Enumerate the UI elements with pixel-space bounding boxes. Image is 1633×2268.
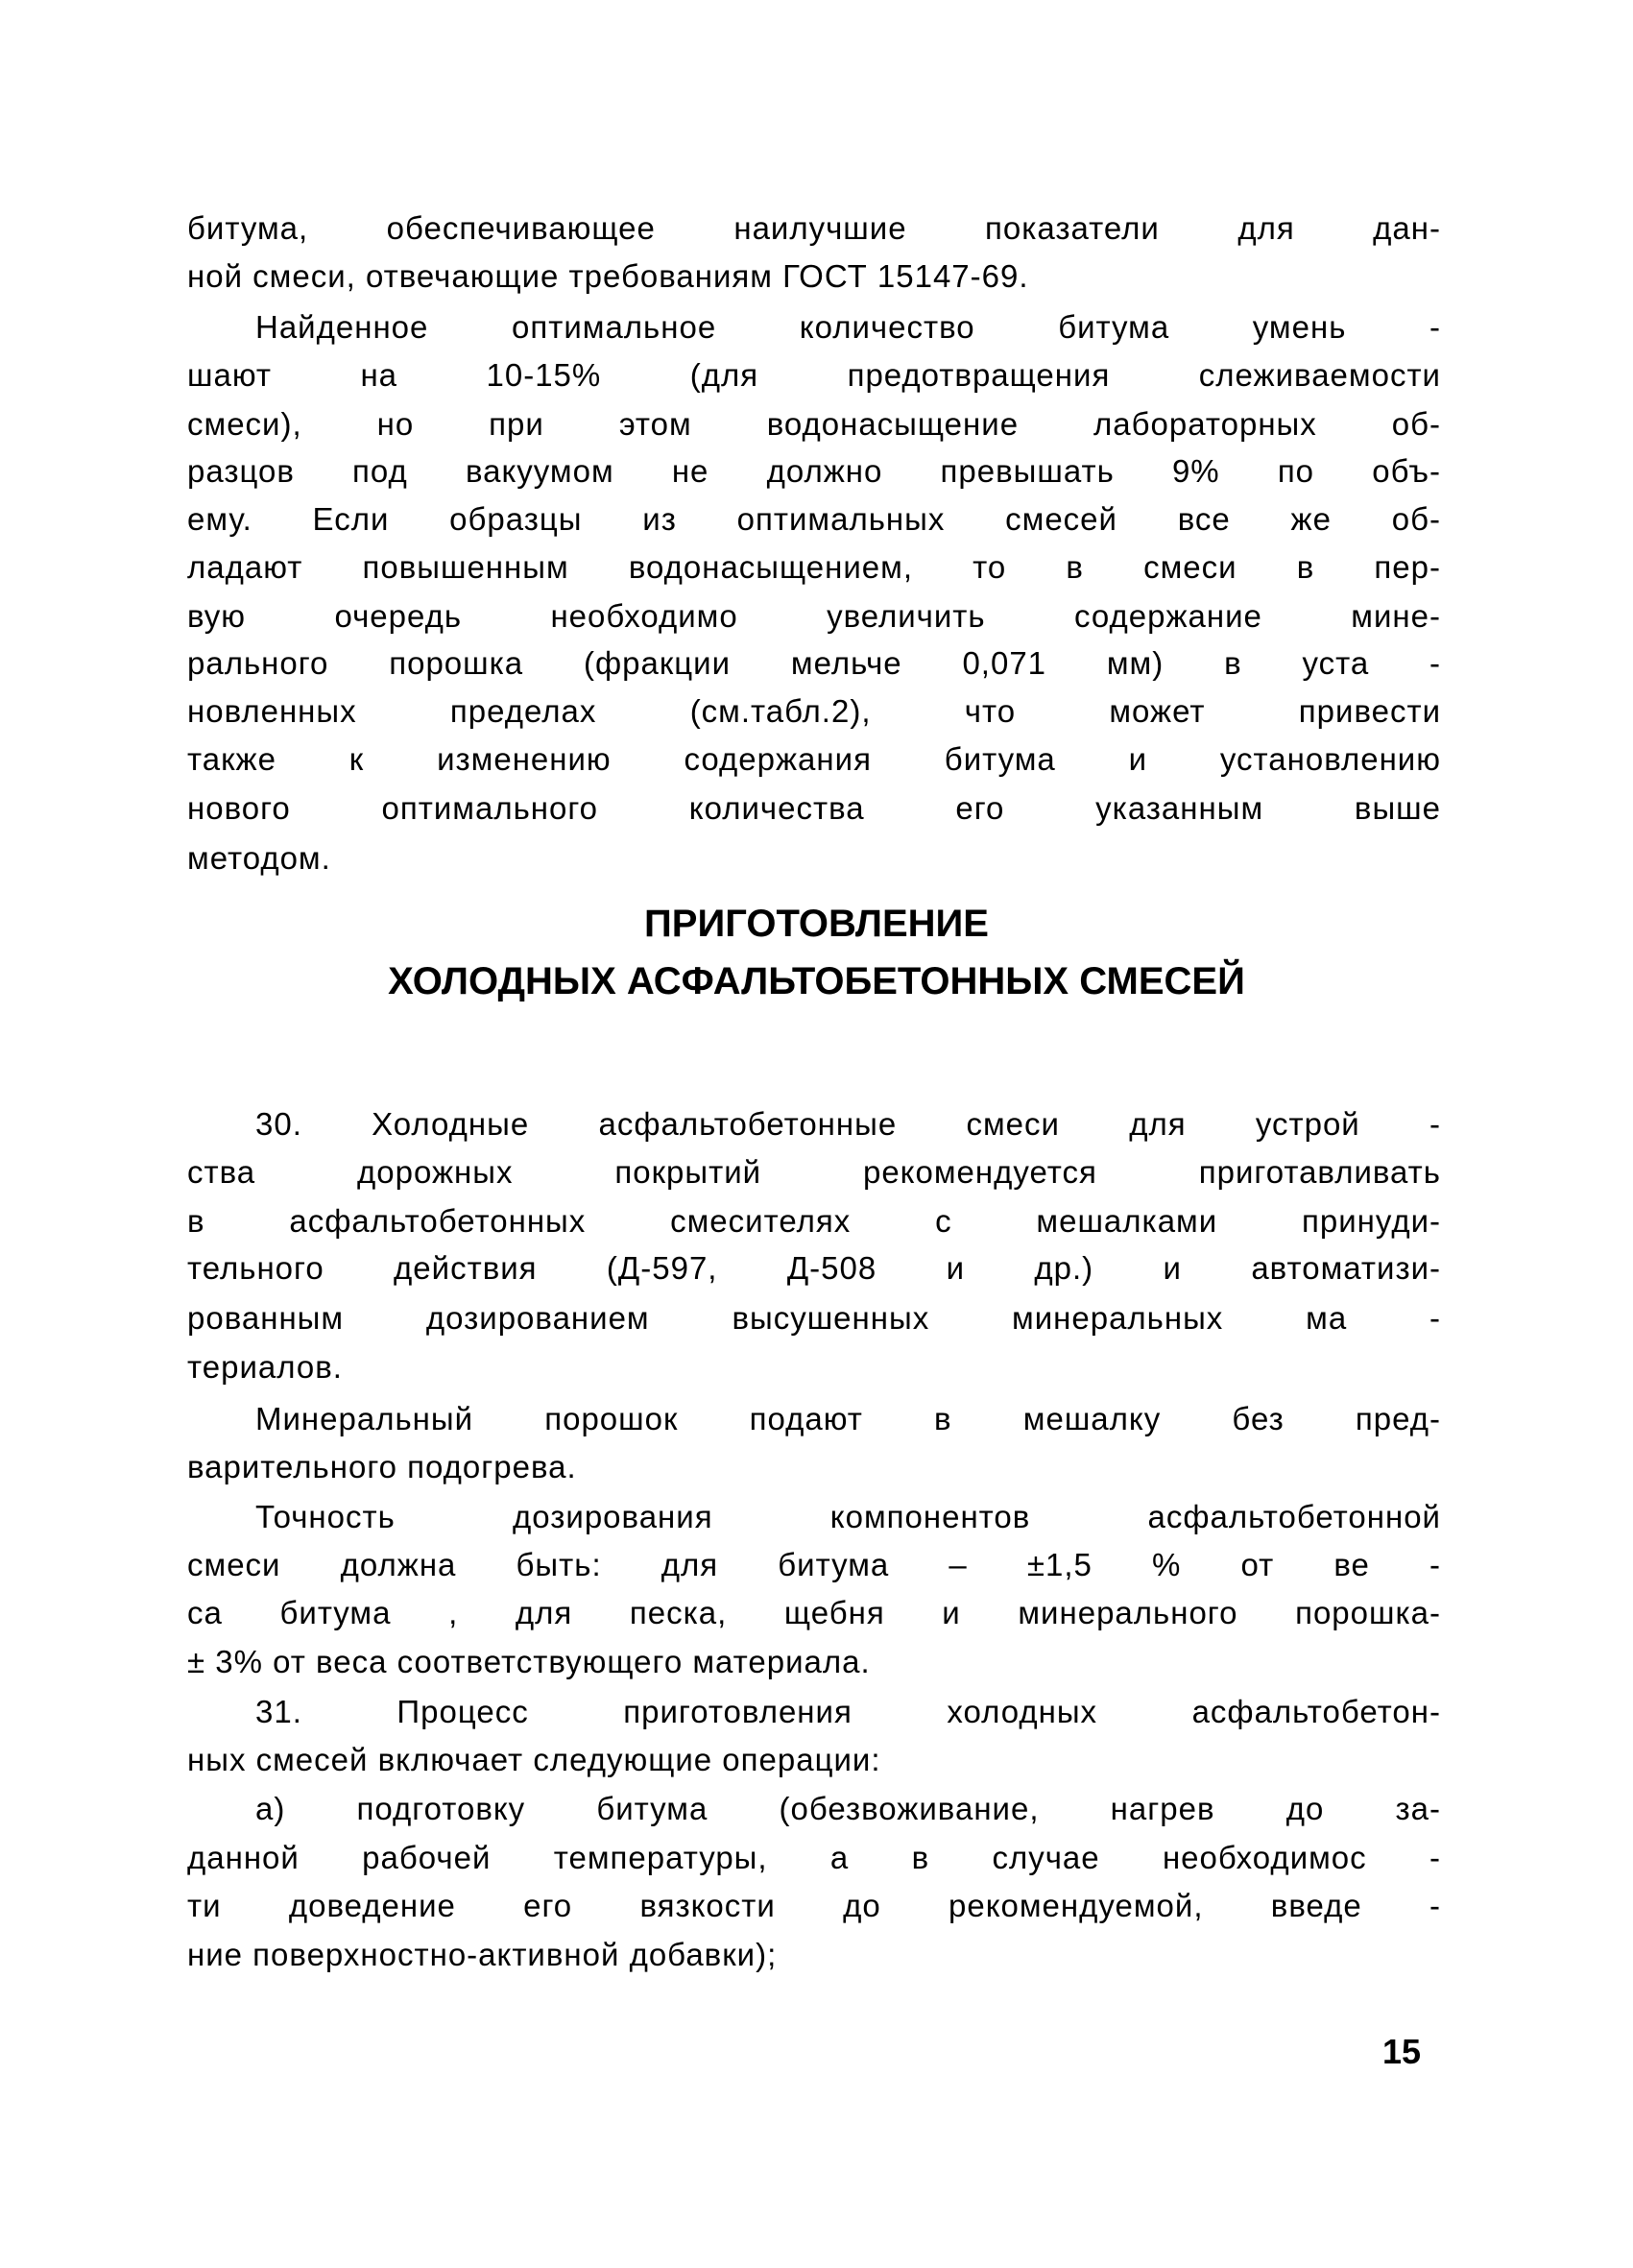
section-heading-line-1: ПРИГОТОВЛЕНИЕ	[644, 903, 989, 945]
paragraph-2-line: методом.	[187, 840, 331, 876]
paragraph-2-line: разцов под вакуумом не должно превышать 9% по объ-	[187, 453, 1441, 489]
paragraph-2-line: также к изменению содержания битума и установлению	[187, 741, 1441, 777]
paragraph-4-line: Минеральный порошок подают в мешалку без пред-	[255, 1401, 1441, 1436]
paragraph-3-line: в асфальтобетонных смесителях с мешалками принуди-	[187, 1203, 1441, 1239]
page-number: 15	[1382, 2032, 1422, 2071]
paragraph-3-line: рованным дозированием высушенных минеральных ма -	[187, 1300, 1441, 1336]
paragraph-2-line: ладают повышенным водонасыщением, то в смеси в пер-	[187, 549, 1441, 585]
paragraph-6-line: ных смесей включает следующие операции:	[187, 1742, 881, 1777]
paragraph-7-line: ние поверхностно-активной добавки);	[187, 1937, 778, 1972]
paragraph-7-line: данной рабочей температуры, а в случае необходимос -	[187, 1840, 1441, 1875]
paragraph-3-line: тельного действия (Д-597, Д-508 и др.) и автоматизи-	[187, 1250, 1441, 1286]
paragraph-5-line: Точность дозирования компонентов асфальтобетонной	[255, 1499, 1441, 1534]
paragraph-2-line: шают на 10-15% (для предотвращения слеживаемости	[187, 357, 1441, 393]
paragraph-1-line: битума, обеспечивающее наилучшие показатели для дан-	[187, 210, 1441, 246]
paragraph-3-line: териалов.	[187, 1349, 343, 1385]
paragraph-3-line: ства дорожных покрытий рекомендуется приготавливать	[187, 1154, 1441, 1190]
paragraph-7-line: ти доведение его вязкости до рекомендуемой, введе -	[187, 1888, 1441, 1923]
paragraph-2-line: новленных пределах (см.табл.2), что может привести	[187, 693, 1441, 729]
paragraph-2-line: смеси), но при этом водонасыщение лабораторных об-	[187, 406, 1441, 442]
paragraph-7-line: а) подготовку битума (обезвоживание, нагрев до за-	[255, 1791, 1441, 1826]
paragraph-2-line: Найденное оптимальное количество битума умень -	[255, 309, 1441, 345]
paragraph-1-line: ной смеси, отвечающие требованиям ГОСТ 15147-69.	[187, 258, 1029, 294]
paragraph-4-line: варительного подогрева.	[187, 1449, 577, 1484]
paragraph-5-line: ± 3% от веса соответствующего материала.	[187, 1644, 871, 1679]
paragraph-2-line: нового оптимального количества его указанным выше	[187, 790, 1441, 826]
paragraph-3-line: 30. Холодные асфальтобетонные смеси для устрой -	[255, 1106, 1441, 1142]
paragraph-5-line: са битума , для песка, щебня и минерального порошка-	[187, 1595, 1441, 1630]
paragraph-2-line: рального порошка (фракции мельче 0,071 мм) в уста -	[187, 645, 1441, 681]
section-heading-line-2: ХОЛОДНЫХ АСФАЛЬТОБЕТОННЫХ СМЕСЕЙ	[388, 960, 1245, 1002]
paragraph-6-line: 31. Процесс приготовления холодных асфальтобетон-	[255, 1694, 1441, 1729]
paragraph-5-line: смеси должна быть: для битума – ±1,5 % от ве -	[187, 1547, 1441, 1582]
paragraph-2-line: ему. Если образцы из оптимальных смесей все же об-	[187, 501, 1441, 537]
paragraph-2-line: вую очередь необходимо увеличить содержание мине-	[187, 598, 1441, 634]
